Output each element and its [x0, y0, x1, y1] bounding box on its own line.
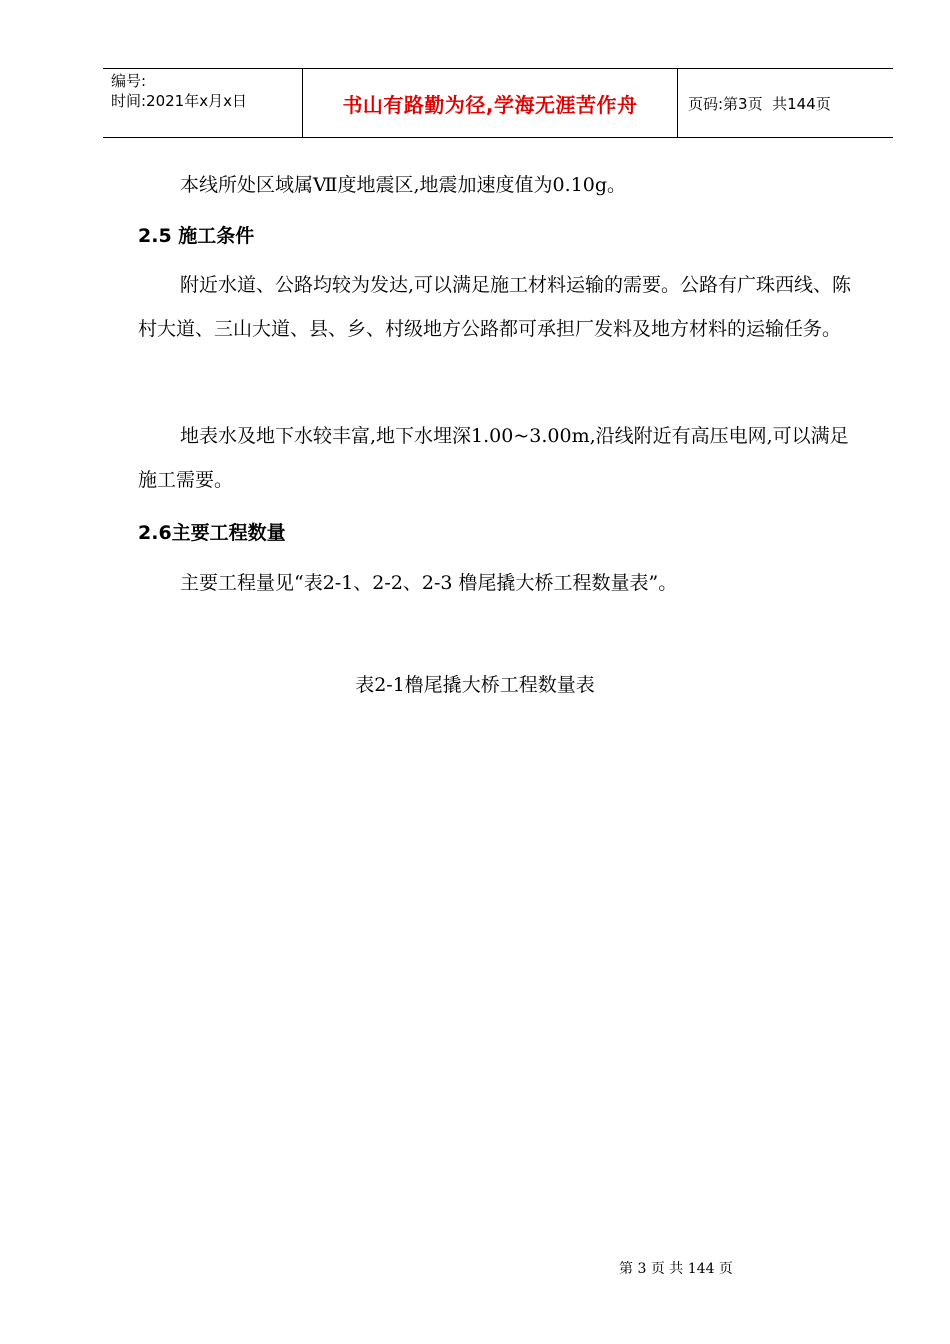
- page-footer: 第 3 页 共 144 页: [619, 1261, 733, 1277]
- header-motto: 书山有路勤为径,学海无涯苦作舟: [303, 69, 678, 137]
- section-heading-2-5: 2.5 施工条件: [138, 225, 255, 247]
- section-heading-2-6: 2.6主要工程数量: [138, 522, 286, 544]
- header-meta: [103, 69, 303, 137]
- number-label: 编号:: [111, 72, 147, 90]
- paragraph-transport: 附近水道、公路均较为发达,可以满足施工材料运输的需要。公路有广珠西线、陈村大道、三山大道、县、乡、村级地方公路都可承担厂发料及地方材料的运输任务。: [138, 274, 852, 340]
- header-page-info: 页码:第3页 共144页: [688, 94, 831, 113]
- paragraph-seismic: 本线所处区域属Ⅶ度地震区,地震加速度值为0.10g。: [180, 174, 627, 196]
- time-label: 时间:2021年x月x日: [111, 92, 247, 110]
- page-header: [103, 68, 893, 138]
- table-caption: 表2-1橹尾撬大桥工程数量表: [355, 674, 595, 696]
- paragraph-quantities: 主要工程量见“表2-1、2-2、2-3 橹尾撬大桥工程数量表”。: [180, 572, 678, 594]
- paragraph-water: 地表水及地下水较丰富,地下水埋深1.00~3.00m,沿线附近有高压电网,可以满足施工需要。: [138, 425, 849, 491]
